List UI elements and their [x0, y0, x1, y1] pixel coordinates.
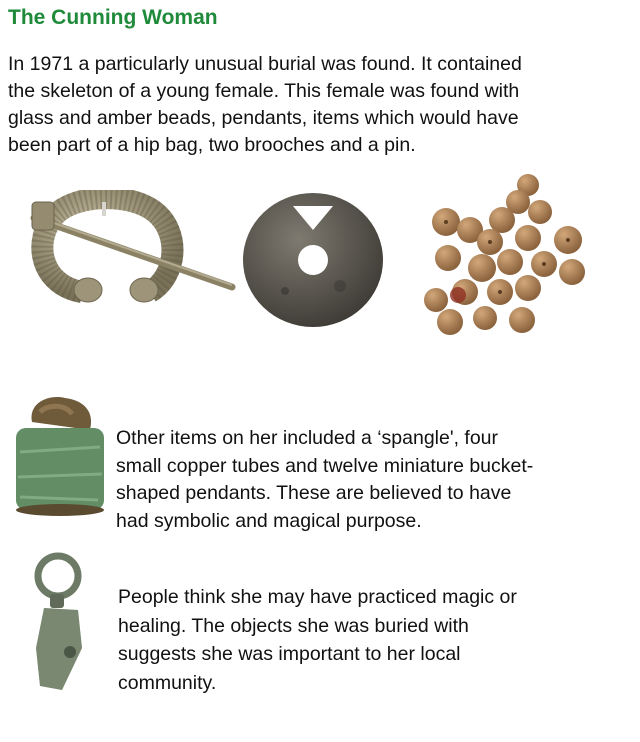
magic-paragraph [118, 583, 618, 697]
spangle-line: shaped pendants. These are believed to have [116, 482, 512, 504]
beads-image [410, 170, 600, 340]
intro-line: glass and amber beads, pendants, items which would have [8, 107, 519, 129]
brooch-image [20, 190, 240, 315]
magic-line: People think she may have practiced magic or [118, 586, 517, 608]
ring-pendant-image [22, 548, 102, 698]
spangle-line: small copper tubes and twelve miniature bucket- [116, 454, 534, 477]
intro-line: been part of a hip bag, two brooches and a pin. [8, 134, 416, 156]
page-title: The Cunning Woman [8, 6, 218, 29]
magic-line: suggests she was important to her local [118, 643, 461, 665]
intro-line: the skeleton of a young female. This female was found with [8, 80, 520, 102]
spangle-line: had symbolic and magical purpose. [116, 509, 422, 532]
pendant-image [240, 186, 390, 331]
spangle-line: Other items on her included a ‘spangle', four [116, 427, 499, 449]
spangle-paragraph [116, 425, 616, 535]
copper-tube-image [10, 392, 110, 522]
magic-line: healing. The objects she was buried with [118, 614, 469, 637]
intro-line: In 1971 a particularly unusual burial was found. It contained [8, 53, 522, 75]
intro-paragraph [8, 51, 628, 159]
magic-line: community. [118, 671, 217, 694]
